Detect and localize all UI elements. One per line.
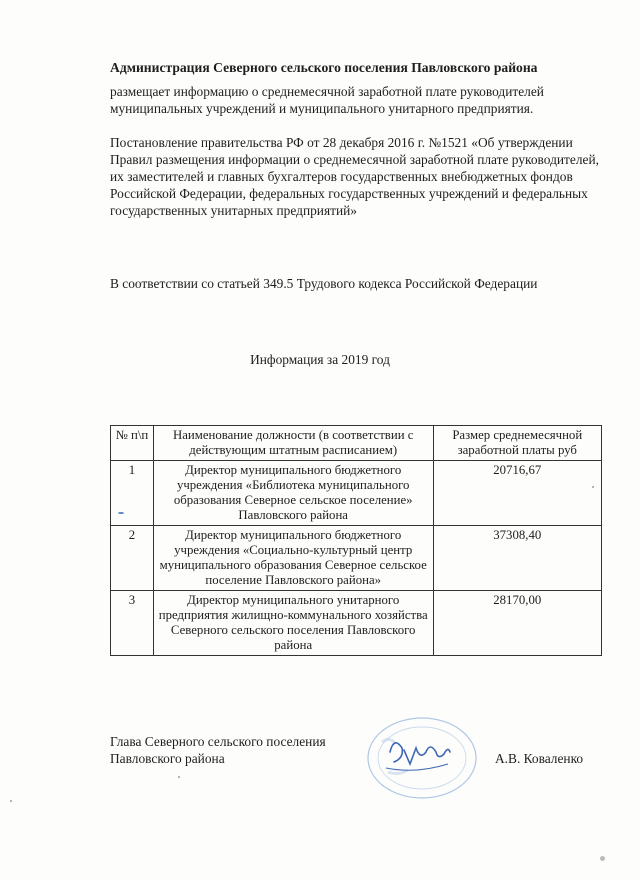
regulation-paragraph: Постановление правительства РФ от 28 декабря 2016 г. №1521 «Об утверждении Правил размещения информации о среднемесячной заработной плате руководителей, их заместителей и главных бухгалтеров государственных внебюджетных фондов Российской Федерации, федеральных государственных учреждений и федеральных государственных унитарных предприятий» [110,135,599,218]
scan-speck [118,512,124,514]
table-row [111,526,602,591]
header-salary: Размер среднемесячной заработной платы руб [433,426,601,461]
table-row [111,461,602,526]
header-position: Наименование должности (в соответствии с действующим штатным расписанием) [153,426,433,461]
labor-code-paragraph: В соответствии со статьей 349.5 Трудового кодекса Российской Федерации [110,276,538,291]
row-salary: 37308,40 [433,526,601,591]
scan-speck [10,800,12,802]
official-stamp-with-signature [360,712,490,802]
document-heading: Администрация Северного сельского поселения Павловского района [110,60,538,75]
signatory-title-line2: Павловского района [110,751,225,766]
scan-speck [178,776,180,778]
salary-table [110,425,602,656]
row-position: Директор муниципального бюджетного учреждения «Библиотека муниципального образования Северное сельское поселение» Павловского района [153,461,433,526]
row-number: 3 [111,591,154,656]
row-number: 2 [111,526,154,591]
signatory-name: А.В. Коваленко [495,751,584,766]
row-position: Директор муниципального бюджетного учреждения «Социально-культурный центр муниципального образования Северное сельское поселение Павловского района» [153,526,433,591]
row-number: 1 [111,461,154,526]
scan-speck [600,856,605,861]
intro-paragraph: размещает информацию о среднемесячной заработной плате руководителей муниципальных учреждений и муниципального унитарного предприятия. [110,84,544,116]
signatory-title-line1: Глава Северного сельского поселения [110,734,326,749]
row-salary: 20716,67 [433,461,601,526]
header-number: № п\п [111,426,154,461]
row-salary: 28170,00 [433,591,601,656]
row-position: Директор муниципального унитарного предприятия жилищно-коммунального хозяйства Северного сельского поселения Павловского района [153,591,433,656]
scan-speck [592,486,594,488]
table-header-row [111,426,602,461]
table-row [111,591,602,656]
info-title: Информация за 2019 год [250,352,390,367]
